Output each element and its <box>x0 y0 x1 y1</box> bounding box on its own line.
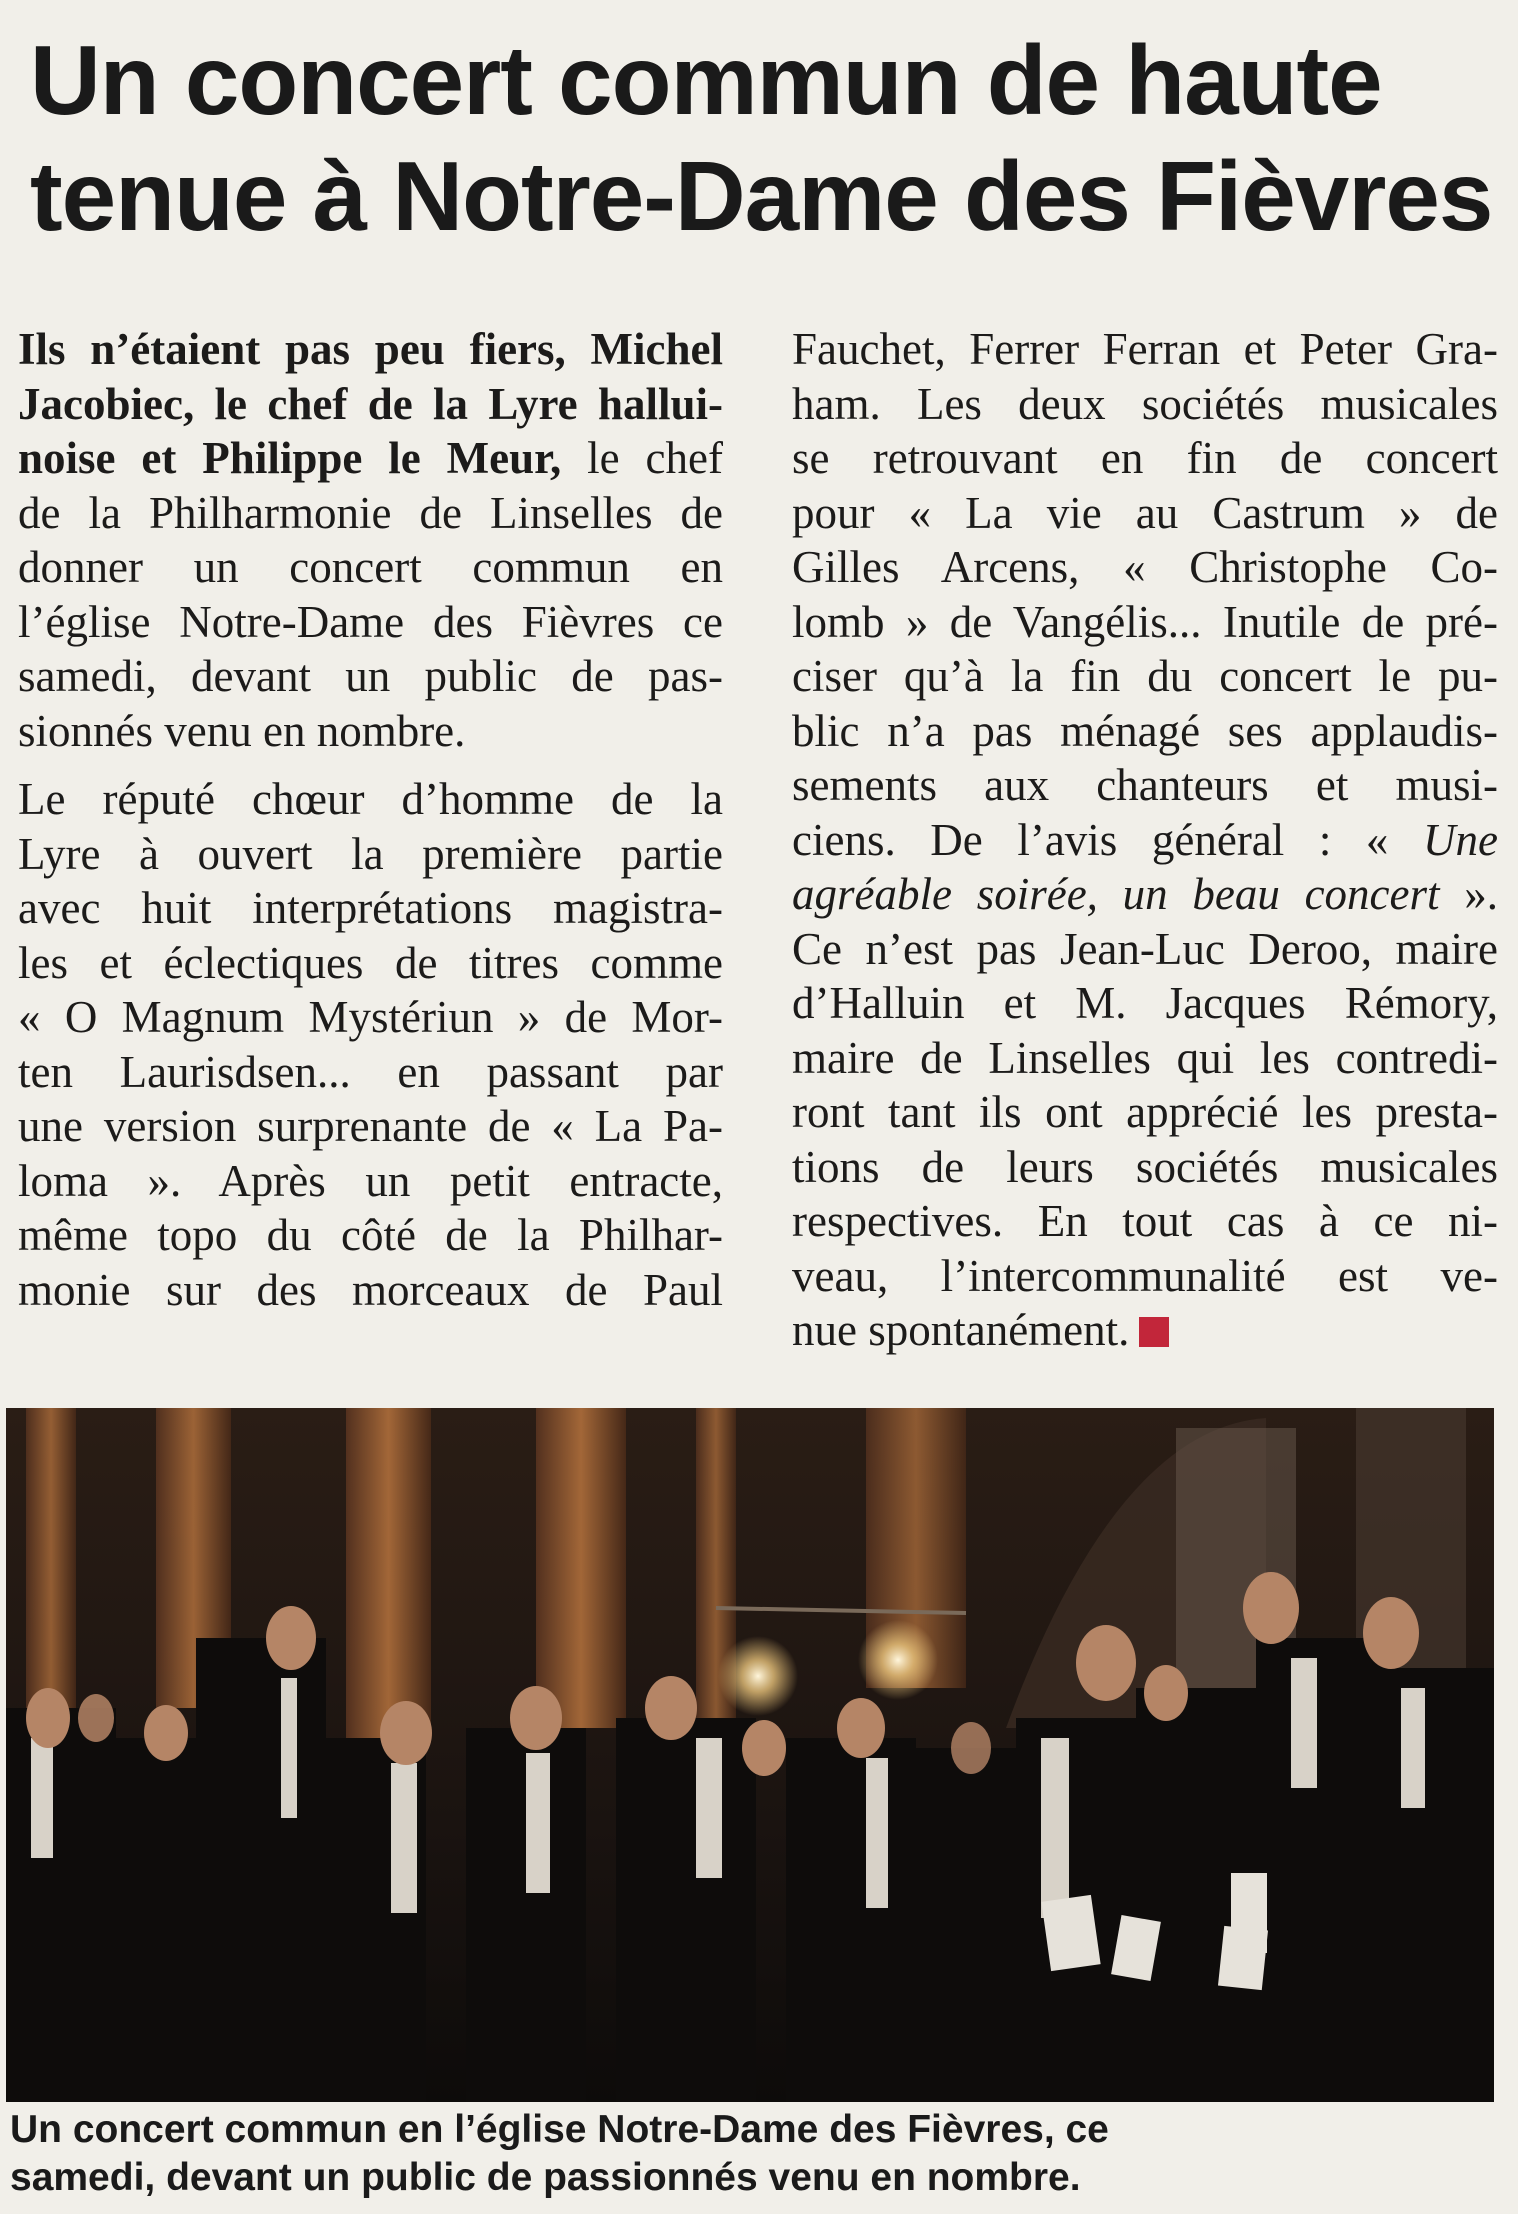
intro-lead-line: Jacobiec, le chef de la Lyre hallui- <box>18 378 723 429</box>
quote-close: ». <box>1439 869 1499 919</box>
right-text-line: se retrouvant en fin de concert <box>792 433 1498 483</box>
choir-text-line: ten Laurisdsen... en passant par <box>18 1046 723 1097</box>
end-of-article-square-icon <box>1139 1317 1169 1347</box>
intro-mixed-line <box>18 431 723 486</box>
choir-text-line: loma ». Après un petit entracte, <box>18 1155 723 1206</box>
choir-text-line: une version surprenante de « La Pa- <box>18 1101 723 1151</box>
closing-line <box>792 1303 1498 1358</box>
right-text-line: pour « La vie au Castrum » de <box>792 487 1498 538</box>
right-text-line: ront tant ils ont apprécié les presta- <box>792 1087 1498 1137</box>
photo-caption <box>10 2106 1500 2202</box>
choir-text-line: Le réputé chœur d’homme de la <box>18 774 723 824</box>
right-text-line: Gilles Arcens, « Christophe Co- <box>792 542 1498 592</box>
intro-text-line: l’église Notre-Dame des Fièvres ce <box>18 596 723 647</box>
headline-line-1: Un concert commun de haute <box>30 25 1382 135</box>
intro-text-span: le chef <box>561 433 723 483</box>
quote-line <box>792 867 1498 922</box>
intro-lead-line: Ils n’étaient pas peu fiers, Michel <box>18 324 723 374</box>
intro-text-line: sionnés venu en nombre. <box>18 705 466 756</box>
article-headline <box>30 22 1500 254</box>
choir-text-line: « O Magnum Mystériun » de Mor- <box>18 992 723 1042</box>
right-text-line: sements aux chanteurs et musi- <box>792 760 1498 810</box>
right-text-line: veau, l’intercommunalité est ve- <box>792 1250 1498 1301</box>
right-text-line: Fauchet, Ferrer Ferran et Peter Gra- <box>792 324 1498 374</box>
paragraph-gap <box>18 758 723 772</box>
quote-italic-text: agréable soirée, un beau concert <box>792 869 1440 919</box>
choir-text-line: avec huit interprétations magistra- <box>18 883 723 933</box>
right-text-line: ciser qu’à la fin du concert le pu- <box>792 651 1498 701</box>
right-text-line: Ce n’est pas Jean-Luc Deroo, maire <box>792 923 1498 974</box>
choir-text-line: les et éclectiques de titres comme <box>18 937 723 988</box>
right-text-line: respectives. En tout cas à ce ni- <box>792 1196 1498 1246</box>
article-column-left <box>18 322 723 1317</box>
intro-text-line: donner un concert commun en <box>18 542 723 592</box>
right-text-line: ham. Les deux sociétés musicales <box>792 378 1498 429</box>
closing-text: nue spontanément. <box>792 1305 1130 1355</box>
choir-text-line: Lyre à ouvert la première partie <box>18 828 723 879</box>
intro-text-line: samedi, devant un public de pas- <box>18 651 723 701</box>
quote-lead-in: ciens. De l’avis général : « <box>792 814 1424 865</box>
right-text-line: blic n’a pas ménagé ses applaudis- <box>792 705 1498 756</box>
intro-text-line: de la Philharmonie de Linselles de <box>18 487 723 538</box>
concert-photo <box>6 1408 1494 2102</box>
intro-lead-line: noise et Philippe le Meur, <box>18 433 562 483</box>
paragraph-choir <box>18 772 723 1317</box>
paragraph-intro <box>18 322 723 758</box>
right-text-line: tions de leurs sociétés musicales <box>792 1141 1498 1192</box>
article-column-right <box>792 322 1498 1358</box>
right-text-line: lomb » de Vangélis... Inutile de pré- <box>792 596 1498 647</box>
quote-italic-start: Une <box>1423 814 1498 865</box>
right-text-line: maire de Linselles qui les contredi- <box>792 1032 1498 1083</box>
headline-line-2: tenue à Notre-Dame des Fièvres <box>30 141 1493 251</box>
choir-photo-illustration <box>6 1408 1494 2102</box>
caption-line-2: samedi, devant un public de passionnés venu en nombre. <box>10 2156 1081 2199</box>
right-text-line: d’Halluin et M. Jacques Rémory, <box>792 978 1498 1028</box>
quote-line <box>792 813 1498 868</box>
choir-text-line: même topo du côté de la Philhar- <box>18 1210 723 1260</box>
choir-text-line: monie sur des morceaux de Paul <box>18 1264 723 1315</box>
caption-line-1: Un concert commun en l’église Notre-Dame des Fièvres, ce <box>10 2108 1109 2151</box>
